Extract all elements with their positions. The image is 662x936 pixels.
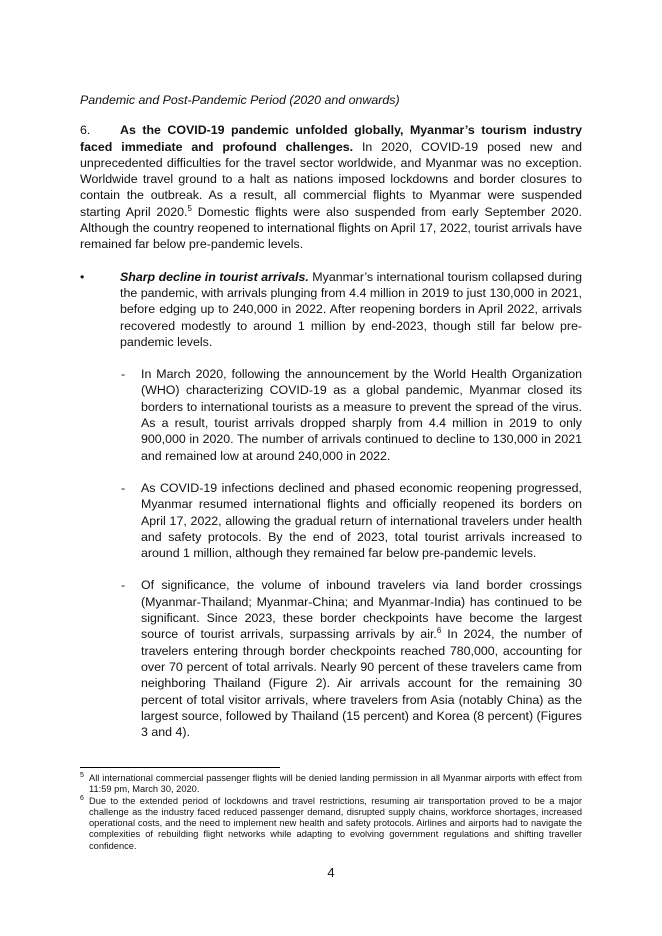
dash-icon: - bbox=[121, 367, 126, 382]
bullet-item bbox=[80, 269, 582, 350]
dash-icon: - bbox=[121, 578, 126, 593]
paragraph-6 bbox=[80, 122, 582, 252]
dash-item bbox=[80, 480, 582, 561]
dash-item bbox=[80, 577, 582, 740]
paragraph-number: 6. bbox=[80, 123, 91, 138]
dash-text: In 2024, the number of travelers entering through border checkpoints reached 780,000, accounting for over 70 percent of total arrivals. Nearly 90 percent of these travelers came from neighboring Thailand (Figure 2). Air arrivals account for the remaining 30 percent of total visitor arrivals, where travelers from Asia (notably China) as the largest source, followed by Thailand (15 percent) and Korea (8 percent) (Figures 3 and 4). bbox=[141, 627, 583, 740]
footnote-5: 5 All international commercial passenger flights will be denied landing permission in all Myanmar airports with effect from 11:59 pm, March 30, 2020. bbox=[80, 772, 582, 795]
footnote-6: 6 Due to the extended period of lockdowns and travel restrictions, resuming air transportation proved to be a major challenge as the industry faced reduced passenger demand, disrupted supply chains, workforce shortages, increased operational costs, and the need to implement new health and safety protocols. Airlines and airports had to navigate the complexities of rebuilding flight networks while adapting to evolving government regulations and shifting traveller confidence. bbox=[80, 794, 582, 851]
bullet-lead: Sharp decline in tourist arrivals. bbox=[120, 269, 309, 284]
footnote-text: Due to the extended period of lockdowns and travel restrictions, resuming air transportation proved to be a major challenge as the industry faced reduced passenger demand, disrupted supply chains, workforce shortages, increased operational costs, and the need to implement new health and safety protocols. Airlines and airports had to navigate the complexities of rebuilding flight networks while adapting to evolving government regulations and shifting traveller confidence. bbox=[89, 795, 582, 851]
bullet-text: Myanmar’s international tourism collapsed during the pandemic, with arrivals plunging from 4.4 million in 2019 to just 130,000 in 2021, before edging up to 240,000 in 2022. After reopening borders in April 2022, arrivals recovered modestly to around 1 million by end-2023, though still far below pre-pandemic levels. bbox=[120, 269, 582, 349]
footnote-ref-5[interactable]: 5 bbox=[187, 203, 192, 213]
footnote-ref-6[interactable]: 6 bbox=[436, 626, 442, 636]
section-heading: Pandemic and Post-Pandemic Period (2020 and onwards) bbox=[80, 93, 400, 107]
page-number: 4 bbox=[327, 865, 335, 880]
dash-icon: - bbox=[121, 480, 126, 495]
dash-text: As COVID-19 infections declined and phased economic reopening progressed, Myanmar resumed international flights and officially reopened its borders on April 17, 2022, allowing the gradual return of international travelers under health and safety protocols. By the end of 2023, total tourist arrivals increased to around 1 million, although they remained far below pre-pandemic levels. bbox=[141, 480, 582, 561]
footnote-separator bbox=[80, 767, 280, 768]
dash-text: Of significance, the volume of inbound travelers via land border crossings (Myanmar-Thailand; Myanmar-China; and Myanmar-India) has continued to be significant. Since 2023, these border checkpoints have become the largest source of tourist arrivals, surpassing arrivals by air. bbox=[141, 578, 582, 642]
page-body bbox=[80, 92, 582, 756]
footnotes bbox=[80, 773, 582, 852]
paragraph-text: Domestic flights were also suspended from early September 2020. Although the country reopened to international flights on April 17, 2022, tourist arrivals have remained far below pre-pandemic levels. bbox=[80, 204, 582, 252]
footnote-text: All international commercial passenger flights will be denied landing permission in all Myanmar airports with effect from 11:59 pm, March 30, 2020. bbox=[89, 773, 582, 795]
bullet-icon: • bbox=[80, 269, 85, 284]
paragraph-text: In 2020, COVID-19 posed new and unprecedented difficulties for the travel sector worldwide, and Myanmar was no exception. Worldwide travel ground to a halt as nations imposed lockdowns and border closures to contain the outbreak. As a result, all commercial flights to Myanmar were suspended starting April 2020. bbox=[80, 139, 582, 219]
dash-text: In March 2020, following the announcement by the World Health Organization (WHO) characterizing COVID-19 as a global pandemic, Myanmar closed its borders to international tourists as a measure to prevent the spread of the virus. As a result, tourist arrivals dropped sharply from 4.4 million in 2019 to only 900,000 in 2020. The number of arrivals continued to decline to 130,000 in 2021 and remained low at around 240,000 in 2022. bbox=[141, 367, 582, 463]
dash-item bbox=[80, 366, 582, 464]
paragraph-lead: As the COVID-19 pandemic unfolded globally, Myanmar’s tourism industry faced immediate and profound challenges. bbox=[80, 123, 582, 154]
